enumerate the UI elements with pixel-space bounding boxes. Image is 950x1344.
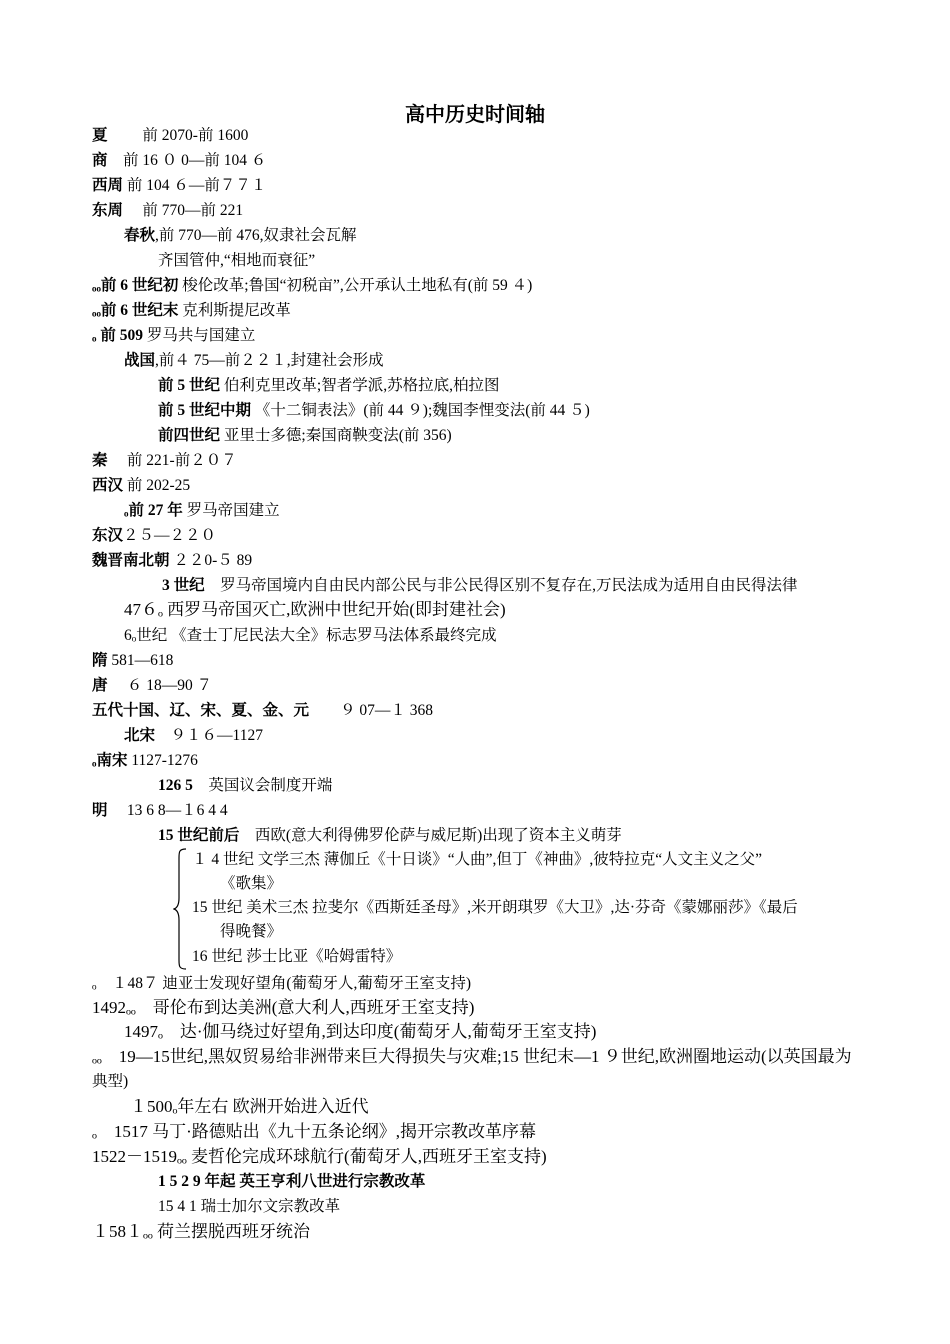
renaissance-art-cont: 得晚餐》 <box>220 923 283 940</box>
dynasty-name: 东周 <box>92 202 124 219</box>
row-slave-trade: ₒₒ 19—15世纪,黑奴贸易给非洲带来巨大得损失与灾难;15 世纪末—1 ９世纪,欧洲圈地运动(以英国最为 <box>92 1047 852 1066</box>
event-desc: 伯利克里改革;智者学派,苏格拉底,柏拉图 <box>223 377 500 394</box>
row-bc5-mid <box>158 401 590 421</box>
event-desc: 《查士丁尼民法大全》标志罗马法体系最终完成 <box>171 627 497 644</box>
renaissance-drama: 16 世纪 莎士比亚《哈姆雷特》 <box>192 948 402 965</box>
event-date: 6ₒ世纪 <box>124 627 168 644</box>
dynasty-name: 秦 <box>92 452 108 469</box>
dynasty-name: 魏晋南北朝 <box>92 552 170 569</box>
row-dongzhou <box>92 201 243 221</box>
row-1487: ₒ １48７ 迪亚士发现好望角(葡萄牙人,葡萄牙王室支持) <box>92 975 472 992</box>
event-desc: 罗马共与国建立 <box>146 327 256 344</box>
dynasty-name: 商 <box>92 152 108 169</box>
event-date: 前四世纪 <box>158 427 221 444</box>
event-desc: 《十二铜表法》(前 44 ９);魏国李悝变法(前 44 ５) <box>254 402 590 419</box>
event-date: 3 世纪 <box>162 577 205 594</box>
dynasty-name: 隋 <box>92 652 108 669</box>
row-1529: 1 5 2 9 年起 英王亨利八世进行宗教改革 <box>158 1173 426 1190</box>
date-range: 前 770—前 221 <box>142 202 244 219</box>
row-zhanguo <box>124 351 384 371</box>
row-xizhou <box>92 176 266 196</box>
event-date: ₒ 前 509 <box>92 327 143 344</box>
row-3rd-century <box>162 576 798 596</box>
date-range: ９ 07—１ 368 <box>340 702 434 719</box>
row-1265 <box>158 776 332 796</box>
renaissance-art: 15 世纪 美术三杰 拉斐尔《西斯廷圣母》,米开朗琪罗《大卫》,达·芬奇《蒙娜丽莎》《最后 <box>192 899 798 916</box>
date-range: ２２0-５ 89 <box>173 552 253 569</box>
row-donghan <box>92 526 216 546</box>
event-desc: 梭伦改革;鲁国“初税亩”,公开承认土地私有(前 59 ４) <box>182 277 533 294</box>
row-bc6-late <box>92 301 291 321</box>
row-1581: １58１ₒₒ 荷兰摆脱西班牙统治 <box>92 1222 311 1241</box>
date-range: 前 16 ０ 0—前 104 ６ <box>123 152 267 169</box>
row-ming <box>92 801 228 821</box>
dynasty-name: 东汉 <box>92 527 124 544</box>
row-wudai <box>92 701 433 721</box>
row-sui <box>92 651 173 671</box>
curly-brace-icon <box>173 848 187 970</box>
dynasty-name: 唐 <box>92 677 108 694</box>
dynasty-name: ₒ南宋 <box>92 752 128 769</box>
date-range: 前 221-前２０７ <box>126 452 237 469</box>
event-date: ₒ前 27 年 <box>124 502 183 519</box>
event-desc: 西欧(意大利得佛罗伦萨与威尼斯)出现了资本主义萌芽 <box>254 827 622 844</box>
period-name: 战国 <box>124 352 156 369</box>
period-name: 春秋 <box>124 227 156 244</box>
renaissance-literature: １ 4 世纪 文学三杰 薄伽丘《十日谈》“人曲”,但丁《神曲》,彼特拉克“人文主义之父” <box>192 851 763 868</box>
dynasty-name: 夏 <box>92 127 108 144</box>
row-bc6-early <box>92 276 532 296</box>
row-6th-century <box>124 626 497 646</box>
row-1517: ₒ 1517 马丁·路德贴出《九十五条论纲》,揭开宗教改革序幕 <box>92 1122 537 1141</box>
row-1541: 15 4 1 瑞士加尔文宗教改革 <box>158 1198 341 1215</box>
event-desc: 齐国管仲,“相地而衰征” <box>158 252 316 269</box>
date-range: ６ 18—90 ７ <box>126 677 213 694</box>
event-date: ₒₒ前 6 世纪末 <box>92 302 179 319</box>
row-xihan <box>92 476 190 496</box>
page-title: 高中历史时间轴 <box>405 102 545 126</box>
row-xia <box>92 126 248 146</box>
renaissance-literature-cont: 《歌集》 <box>220 875 283 892</box>
date-range: 前 202-25 <box>126 477 191 494</box>
row-476 <box>124 600 506 620</box>
row-guanzhong <box>158 251 315 271</box>
event-date: 前 5 世纪 <box>158 377 221 394</box>
row-bc4 <box>158 426 452 446</box>
row-chunqiu <box>124 226 357 246</box>
row-bc27 <box>124 501 280 521</box>
row-tang <box>92 676 212 696</box>
row-1500: １500ₒ年左右 欧洲开始进入近代 <box>130 1097 369 1116</box>
row-1492: 1492ₒₒ 哥伦布到达美洲(意大利人,西班牙王室支持) <box>92 998 475 1017</box>
date-range: ９１６—1127 <box>170 727 263 744</box>
dynasty-name: 西汉 <box>92 477 124 494</box>
date-range: 前 2070-前 1600 <box>142 127 249 144</box>
period-desc: ,前 770—前 476,奴隶社会瓦解 <box>155 227 357 244</box>
event-date: 15 世纪前后 <box>158 827 240 844</box>
row-weijin <box>92 551 252 571</box>
dynasty-name: 北宋 <box>124 727 156 744</box>
event-desc: 亚里士多德;秦国商鞅变法(前 356) <box>223 427 452 444</box>
row-1497: 1497ₒ 达·伽马绕过好望角,到达印度(葡萄牙人,葡萄牙王室支持) <box>124 1022 597 1041</box>
dynasty-name: 西周 <box>92 177 124 194</box>
date-range: 13 6 8—１6 4 4 <box>126 802 228 819</box>
row-bc5 <box>158 376 499 396</box>
row-slave-trade-cont: 典型) <box>92 1073 129 1090</box>
event-date: 126 5 <box>158 777 193 794</box>
period-desc: ,前４ 75—前２２１,封建社会形成 <box>155 352 384 369</box>
row-nansong <box>92 751 198 771</box>
event-desc: 克利斯提尼改革 <box>182 302 291 319</box>
event-desc: 47６ₒ 西罗马帝国灭亡,欧洲中世纪开始(即封建社会) <box>124 600 506 619</box>
row-15th-century <box>158 826 622 846</box>
event-desc: 英国议会制度开端 <box>208 777 333 794</box>
date-range: 1127-1276 <box>131 752 198 769</box>
event-date: 前 5 世纪中期 <box>158 402 252 419</box>
event-date: ₒₒ前 6 世纪初 <box>92 277 179 294</box>
row-shang <box>92 151 266 171</box>
row-bc509 <box>92 326 255 346</box>
dynasty-name: 五代十国、辽、宋、夏、金、元 <box>92 702 310 719</box>
dynasty-name: 明 <box>92 802 108 819</box>
event-desc: 罗马帝国建立 <box>186 502 280 519</box>
row-qin <box>92 451 237 471</box>
date-range: 581—618 <box>111 652 174 669</box>
event-desc: 罗马帝国境内自由民内部公民与非公民得区别不复存在,万民法成为适用自由民得法律 <box>220 577 798 594</box>
date-range: 前 104 ６—前７７１ <box>126 177 267 194</box>
row-beisong <box>124 726 263 746</box>
row-1522: 1522－1519ₒₒ 麦哲伦完成环球航行(葡萄牙人,西班牙王室支持) <box>92 1147 547 1166</box>
date-range: ２５—２２０ <box>123 527 217 544</box>
